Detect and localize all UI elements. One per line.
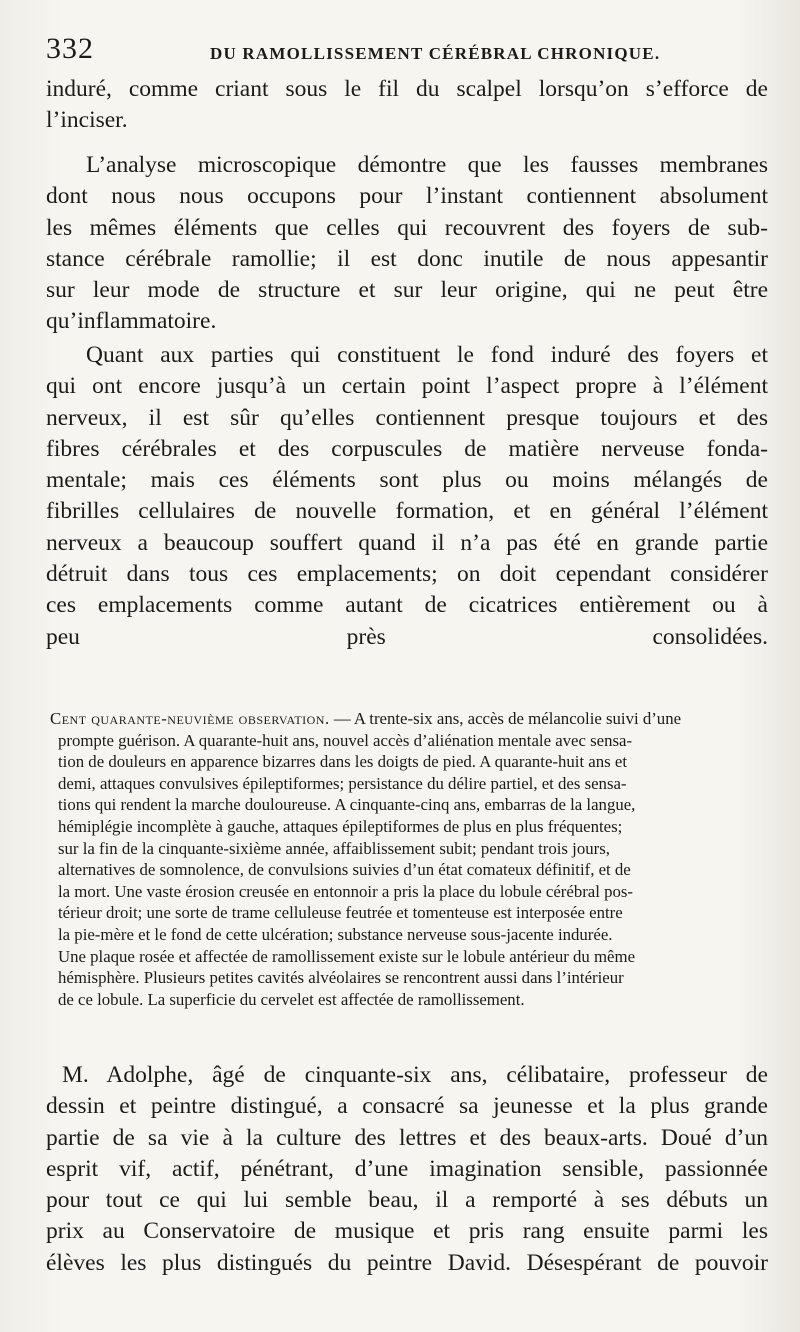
text-line: pour tout ce qui lui semble beau, il a remporté à ses débuts un [46,1187,768,1214]
text-line: dessin et peintre distingué, a consacré sa jeunesse et la plus grande [46,1093,768,1120]
text-line: hémisphère. Plusieurs petites cavités alvéolaires se rencontrent aussi dans l’intérieur [58,968,624,988]
text-line: sur la fin de la cinquante-sixième année, affaiblissement subit; pendant trois jours, [58,838,610,858]
text-line: les mêmes éléments que celles qui recouvrent des foyers de sub- [46,214,768,241]
text-line: tions qui rendent la marche douloureuse. A cinquante-cinq ans, embarras de la langue, [58,795,636,815]
text-line: hémiplégie incomplète à gauche, attaques épileptiformes de plus en plus fréquentes; [58,816,623,836]
text-line: l’inciser. [46,107,128,134]
text-line: Quant aux parties qui constituent le fond induré des foyers et [86,342,768,368]
running-head: DU RAMOLLISSEMENT CÉRÉBRAL CHRONIQUE. [210,44,661,63]
text-line: détruit dans tous ces emplacements; on doit cependant considérer [46,561,768,588]
text-line: de ce lobule. La superficie du cervelet est affectée de ramollissement. [58,989,525,1009]
text-line: alternatives de somnolence, de convulsions suivies d’un état comateux définitif, et de [58,860,631,880]
paragraph-1 [46,74,768,137]
paragraph-3 [46,340,768,653]
text-line: nerveux a beaucoup souffert quand il n’a pas été en grande partie [46,529,768,556]
text-line: partie de sa vie à la culture des lettres et des beaux-arts. Doué d’un [46,1124,768,1151]
text-line: la pie-mère et le fond de cette ulcération; substance nerveuse sous-jacente indurée. [58,924,613,944]
text-line: stance cérébrale ramollie; il est donc inutile de nous appesantir [46,245,768,272]
text-line: induré, comme criant sous le fil du scalpel lorsqu’on s’efforce de [46,76,768,102]
page-number: 332 [46,32,94,65]
text-line: fibres cérébrales et des corpuscules de matière nerveuse fonda- [46,435,768,462]
text-line: — A trente-six ans, accès de mélancolie suivi d’une [329,709,682,728]
paragraph-2 [46,150,768,338]
text-line: qui ont encore jusqu’à un certain point l’aspect propre à l’élément [46,373,768,400]
text-line: prix au Conservatoire de musique et pris rang ensuite parmi les [46,1218,768,1245]
text-line: demi, attaques convulsives épileptiformes; persistance du délire partiel, et des sensa- [58,773,627,793]
text-line: la mort. Une vaste érosion creusée en entonnoir a pris la place du lobule cérébral pos- [58,881,634,901]
text-line: M. Adolphe, âgé de cinquante-six ans, célibataire, professeur de [62,1062,768,1088]
observation-title: Cent quarante-neuvième observation. [50,709,330,728]
text-line: esprit vif, actif, pénétrant, d’une imagination sensible, passionnée [46,1155,768,1182]
text-line: dont nous nous occupons pour l’instant contiennent absolument [46,183,768,210]
text-line: prompte guérison. A quarante-huit ans, nouvel accès d’aliénation mentale avec sensa- [58,730,633,750]
text-line: L’analyse microscopique démontre que les fausses membranes [86,152,768,178]
text-line: élèves les plus distingués du peintre David. Désespérant de pouvoir [46,1249,768,1276]
observation-first-line [50,708,766,730]
text-line: sur leur mode de structure et sur leur origine, qui ne peut être [46,277,768,304]
observation-block [50,708,766,1010]
paragraph-4 [46,1060,768,1279]
text-line: Une plaque rosée et affectée de ramollissement existe sur le lobule antérieur du même [58,946,636,966]
text-line: fibrilles cellulaires de nouvelle formation, et en général l’élément [46,498,768,525]
text-line: qu’inflammatoire. [46,308,217,335]
text-line: tion de douleurs en apparence bizarres dans les doigts de pied. A quarante-huit ans et [58,752,627,772]
text-line: ces emplacements comme autant de cicatrices entièrement ou à [46,592,768,619]
text-line: nerveux, il est sûr qu’elles contiennent presque toujours et des [46,404,768,431]
page-header [40,32,780,72]
text-line: mentale; mais ces éléments sont plus ou moins mélangés de [46,467,768,494]
text-line: térieur droit; une sorte de trame celluleuse feutrée et tomenteuse est interposée entre [58,903,623,923]
text-line: peu près consolidées. [46,623,768,650]
